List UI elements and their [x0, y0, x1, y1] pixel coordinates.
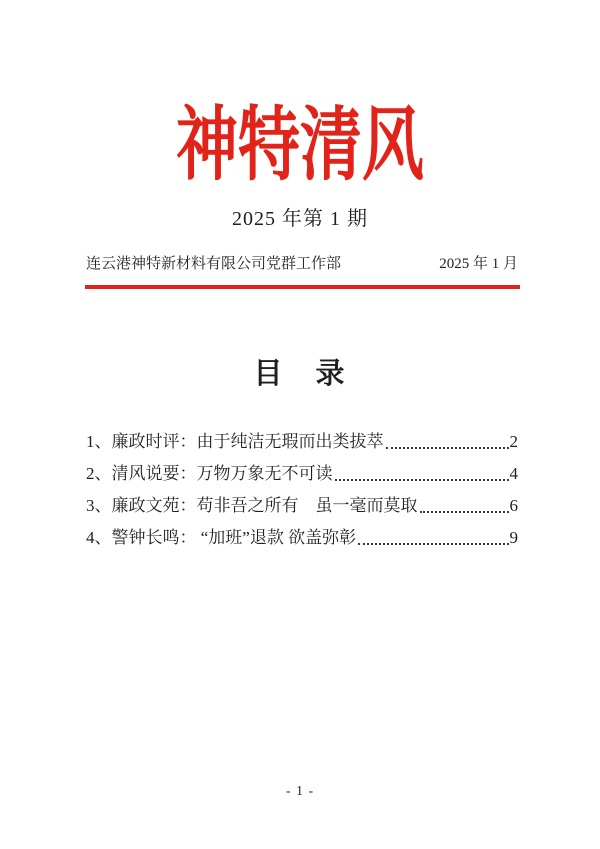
red-divider [85, 285, 520, 289]
dot-leader [420, 511, 509, 513]
toc-heading: 目 录 [253, 357, 347, 390]
toc-entry-page: 9 [509, 528, 518, 548]
toc-entry [86, 458, 518, 490]
toc-entry-page: 6 [509, 496, 518, 516]
toc-entry-label: 1、廉政时评：由于纯洁无瑕而出类拔萃 [86, 432, 384, 452]
toc-entry [86, 490, 518, 522]
toc-entry-page: 4 [509, 464, 518, 484]
dot-leader [358, 543, 508, 545]
toc-entry-label: 4、警钟长鸣： “加班”退款 欲盖弥彰 [86, 528, 357, 548]
publish-date: 2025 年 1 月 [439, 256, 518, 272]
toc-entry-page: 2 [509, 432, 518, 452]
page-number: - 1 - [285, 784, 315, 799]
toc-entry-label: 3、廉政文苑：苟非吾之所有 虽一毫而莫取 [86, 496, 418, 516]
toc-entry-label: 2、清风说要：万物万象无不可读 [86, 464, 333, 484]
newsletter-title: 神特清风 [175, 102, 424, 191]
publisher-row [86, 255, 518, 275]
issue-number: 2025 年第 1 期 [232, 208, 368, 230]
publisher-name: 连云港神特新材料有限公司党群工作部 [86, 256, 342, 272]
dot-leader [335, 479, 509, 481]
toc-entry [86, 426, 518, 458]
toc-entry [86, 522, 518, 554]
masthead [0, 0, 600, 191]
toc-list [86, 426, 518, 554]
dot-leader [386, 447, 509, 449]
